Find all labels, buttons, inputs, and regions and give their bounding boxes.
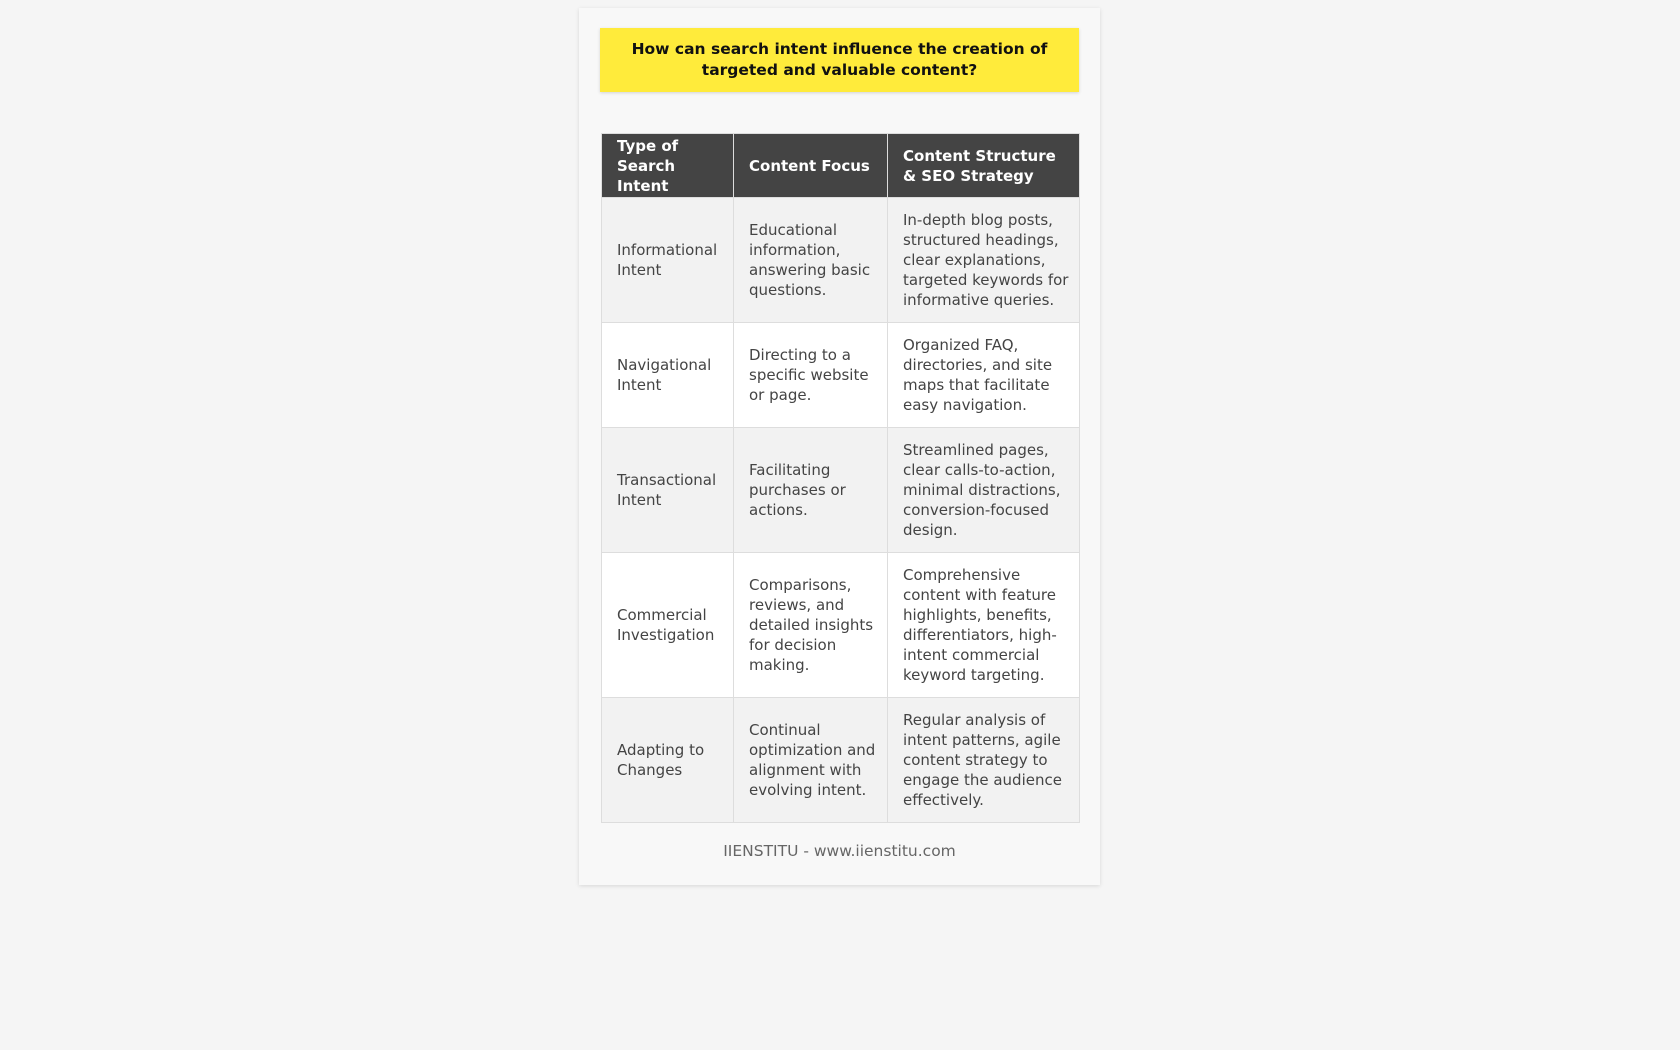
cell-strategy: Regular analysis of intent patterns, agile content strategy to engage the audience effectively.: [888, 698, 1080, 823]
cell-type: Informational Intent: [602, 198, 734, 323]
cell-focus: Facilitating purchases or actions.: [734, 428, 888, 553]
search-intent-table: [601, 133, 1080, 823]
table-header-row: [602, 134, 1080, 198]
table-row: [602, 698, 1080, 823]
cell-strategy: Streamlined pages, clear calls-to-action, minimal distractions, conversion-focused design.: [888, 428, 1080, 553]
header-strategy: Content Structure & SEO Strategy: [888, 134, 1080, 198]
cell-type: Commercial Investigation: [602, 553, 734, 698]
header-focus: Content Focus: [734, 134, 888, 198]
cell-type: Transactional Intent: [602, 428, 734, 553]
cell-focus: Comparisons, reviews, and detailed insights for decision making.: [734, 553, 888, 698]
cell-type: Adapting to Changes: [602, 698, 734, 823]
question-banner: How can search intent influence the creation of targeted and valuable content?: [600, 28, 1079, 92]
table-row: [602, 428, 1080, 553]
cell-focus: Directing to a specific website or page.: [734, 323, 888, 428]
table-row: [602, 198, 1080, 323]
footer-credit: IIENSTITU - www.iienstitu.com: [723, 842, 956, 860]
cell-strategy: Organized FAQ, directories, and site maps that facilitate easy navigation.: [888, 323, 1080, 428]
cell-focus: Continual optimization and alignment with evolving intent.: [734, 698, 888, 823]
table-row: [602, 323, 1080, 428]
table-row: [602, 553, 1080, 698]
cell-type: Navigational Intent: [602, 323, 734, 428]
header-type: Type of Search Intent: [602, 134, 734, 198]
cell-strategy: In-depth blog posts, structured headings, clear explanations, targeted keywords for informative queries.: [888, 198, 1080, 323]
cell-focus: Educational information, answering basic questions.: [734, 198, 888, 323]
content-card: [579, 8, 1100, 885]
cell-strategy: Comprehensive content with feature highlights, benefits, differentiators, high-intent commercial keyword targeting.: [888, 553, 1080, 698]
